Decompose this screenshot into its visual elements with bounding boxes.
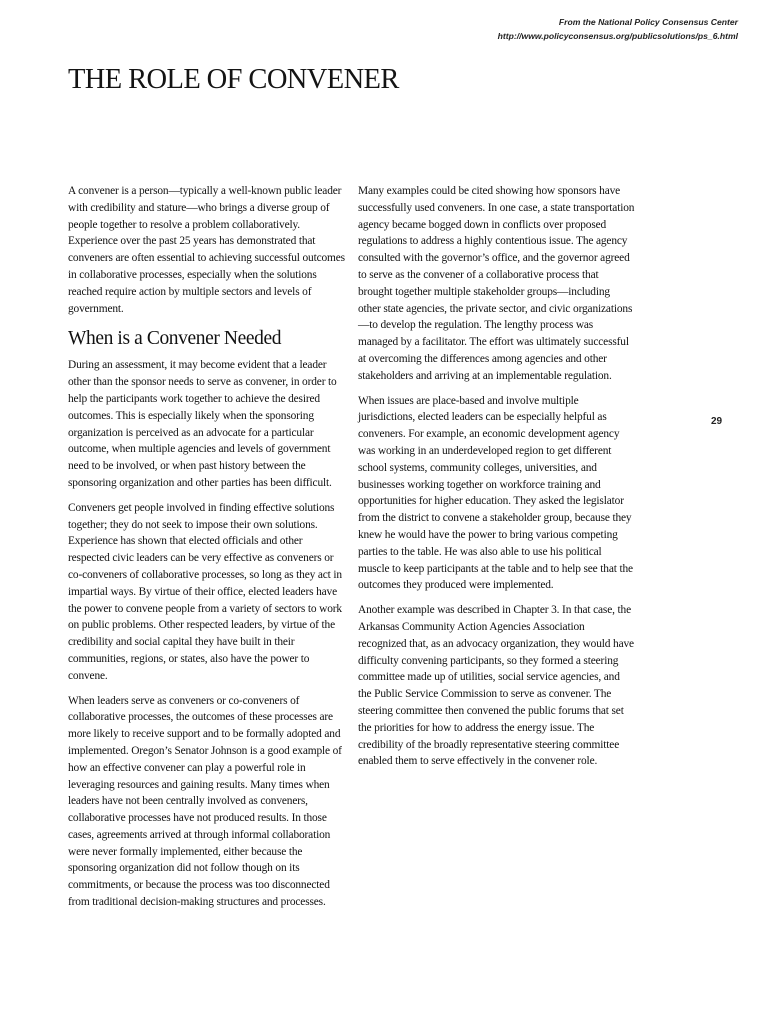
body-paragraph: Conveners get people involved in finding effective solutions together; they do not seek to impose their own solutions. Experience has shown that elected officials and other respected civic leaders can be very effective as conveners or co-conveners of collaborative processes, so long as they act in impartial ways. By virtue of their office, elected leaders have the power to convene people from a variety of sectors to work on public problems. Other respected leaders, by virtue of the credibility and social capital they have built in their communities, regions, or states, also have the power to convene. (68, 501, 342, 682)
body-paragraph: When issues are place-based and involve multiple jurisdictions, elected leaders can be especially helpful as conveners. For example, an economic development agency was working in an underdeveloped region to get different school systems, community colleges, universities, and businesses working together on workforce training and opportunities for higher education. They asked the legislator from the district to convene a stakeholder group, because they knew he would have the power to bring various competing parties to the table. He was also able to use his political muscle to keep participants at the table and to help see that the outcomes they produced were implemented. (358, 394, 633, 592)
source-line: From the National Policy Consensus Center (558, 17, 738, 27)
page-number: 29 (711, 416, 723, 427)
body-paragraph: During an assessment, it may become evident that a leader other than the sponsor needs to serve as convener, in order to help the participants work together to achieve the desired outcomes. This is especially likely when the sponsoring organization is perceived as an advocate for a particular outcome, when multiple agencies and levels of government need to be involved, or when past history between the sponsoring organization and other parties has been difficult. (68, 359, 337, 489)
intro-paragraph: A convener is a person—typically a well-known public leader with credibility and stature—who brings a diverse group of people together to resolve a problem collaboratively. Experience over the past 25 years has demonstrated that conveners are often essential to achieving successful outcomes in collaborative processes, especially when the solutions reached require action by multiple sectors and levels of government. (68, 185, 345, 315)
body-paragraph: When leaders serve as conveners or co-conveners of collaborative processes, the outcomes of these processes are more likely to receive support and to be formally adopted and implemented. Oregon’s Senator Johnson is a good example of how an effective convener can play a powerful role in leveraging resources and gaining results. Many times when leaders have not been centrally involved as conveners, collaborative processes have not produced results. In those cases, agreements arrived at through informal collaboration were never formally implemented, either because the sponsoring organization did not follow though on its commitments, or because the process was too disconnected from traditional decision-making structures and processes. (68, 694, 342, 909)
page-title: THE ROLE OF CONVENER (68, 64, 399, 95)
section-heading: When is a Convener Needed (68, 328, 282, 350)
source-attribution (498, 15, 738, 43)
left-column (68, 183, 345, 919)
right-column (358, 183, 635, 778)
body-paragraph: Another example was described in Chapter 3. In that case, the Arkansas Community Action Agencies Association recognized that, as an advocacy organization, they would have difficulty convening participants, so they formed a steering committee made up of utilities, social service agencies, and the Public Service Commission to serve as convener. The steering committee then convened the public forums that set the priorities for how to address the energy issue. The credibility of the broadly representative steering committee enabled them to serve effectively in the convener role. (358, 604, 634, 768)
body-paragraph: Many examples could be cited showing how sponsors have successfully used conveners. In one case, a state transportation agency became bogged down in conflicts over proposed regulations to address a highly contentious issue. The agency consulted with the governor’s office, and the governor agreed to serve as the convener of a collaborative process that brought together multiple stakeholder groups—including other state agencies, the private sector, and civic organizations—to develop the regulation. The lengthy process was managed by a facilitator. The effort was ultimately successful at overcoming the differences among agencies and other stakeholders and arriving at an implementable regulation. (358, 185, 635, 382)
source-url: http://www.policyconsensus.org/publicsolutions/ps_6.html (497, 31, 738, 41)
